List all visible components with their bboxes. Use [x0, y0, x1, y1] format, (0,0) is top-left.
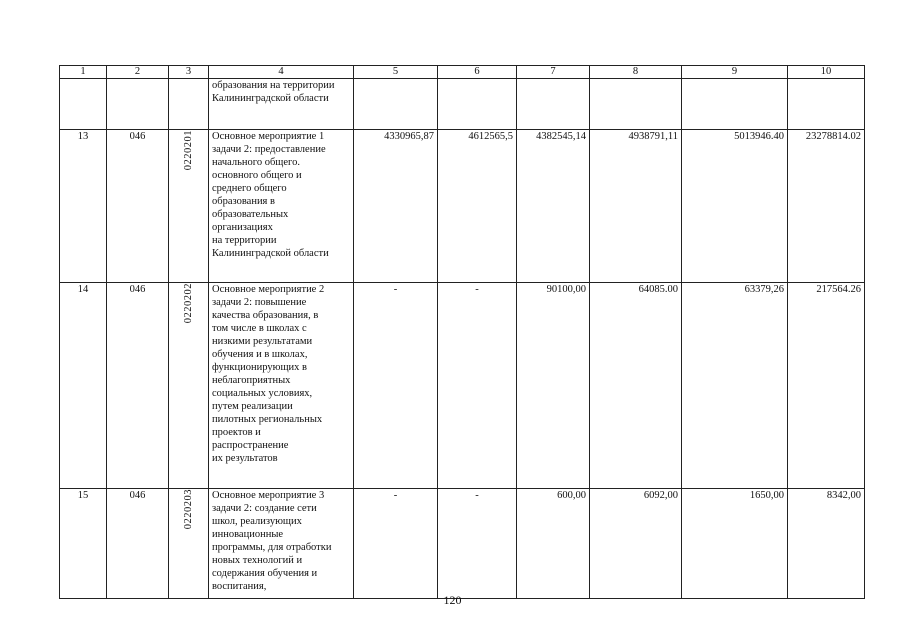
budget-table	[59, 65, 865, 599]
value-col-6: -	[438, 283, 517, 489]
header-cell-5: 5	[354, 66, 438, 79]
header-cell-8: 8	[590, 66, 682, 79]
value-col-7: 600,00	[517, 489, 590, 599]
header-cell-9: 9	[682, 66, 788, 79]
target-article-code: 0220201	[169, 130, 209, 283]
header-cell-3: 3	[169, 66, 209, 79]
table-row	[60, 283, 865, 489]
header-cell-7: 7	[517, 66, 590, 79]
value-col-7: 4382545,14	[517, 130, 590, 283]
continuation-description: образования на территории Калининградской области	[209, 79, 354, 130]
header-cell-2: 2	[107, 66, 169, 79]
page-number: 120	[443, 593, 462, 607]
value-col-5: 4330965,87	[354, 130, 438, 283]
value-col-6: 4612565,5	[438, 130, 517, 283]
value-col-6: -	[438, 489, 517, 599]
continuation-cell-9	[682, 79, 788, 130]
department-code: 046	[107, 489, 169, 599]
header-cell-1: 1	[60, 66, 107, 79]
continuation-cell-1	[60, 79, 107, 130]
value-col-8: 64085.00	[590, 283, 682, 489]
value-col-10: 8342,00	[788, 489, 865, 599]
header-cell-4: 4	[209, 66, 354, 79]
measure-description: Основное мероприятие 1 задачи 2: предоставление начального общего. основного общего и среднего общего образования в образовательных организациях на территории Калининградской области	[209, 130, 354, 283]
header-cell-10: 10	[788, 66, 865, 79]
target-article-code: 0220202	[169, 283, 209, 489]
value-col-5: -	[354, 489, 438, 599]
table-row	[60, 130, 865, 283]
measure-description: Основное мероприятие 3 задачи 2: создание сети школ, реализующих инновационные программы, для отработки новых технологий и содержания обучения и воспитания,	[209, 489, 354, 599]
value-col-9: 5013946.40	[682, 130, 788, 283]
table-row	[60, 489, 865, 599]
measure-description: Основное мероприятие 2 задачи 2: повышение качества образования, в том числе в школах с низкими результатами обучения и в школах, функционирующих в неблагоприятных социальных условиях, путем реализации пилотных региональных проектов и распространение их результатов	[209, 283, 354, 489]
value-col-8: 4938791,11	[590, 130, 682, 283]
value-col-7: 90100,00	[517, 283, 590, 489]
continuation-cell-7	[517, 79, 590, 130]
value-col-5: -	[354, 283, 438, 489]
row-number: 15	[60, 489, 107, 599]
continuation-cell-2	[107, 79, 169, 130]
row-number: 14	[60, 283, 107, 489]
value-col-10: 217564.26	[788, 283, 865, 489]
continuation-cell-6	[438, 79, 517, 130]
value-col-10: 23278814.02	[788, 130, 865, 283]
continuation-row	[60, 79, 865, 130]
value-col-9: 63379,26	[682, 283, 788, 489]
continuation-cell-3	[169, 79, 209, 130]
continuation-cell-8	[590, 79, 682, 130]
department-code: 046	[107, 130, 169, 283]
value-col-9: 1650,00	[682, 489, 788, 599]
target-article-code: 0220203	[169, 489, 209, 599]
row-number: 13	[60, 130, 107, 283]
continuation-cell-5	[354, 79, 438, 130]
department-code: 046	[107, 283, 169, 489]
continuation-cell-10	[788, 79, 865, 130]
header-cell-6: 6	[438, 66, 517, 79]
header-row	[60, 66, 865, 79]
value-col-8: 6092,00	[590, 489, 682, 599]
